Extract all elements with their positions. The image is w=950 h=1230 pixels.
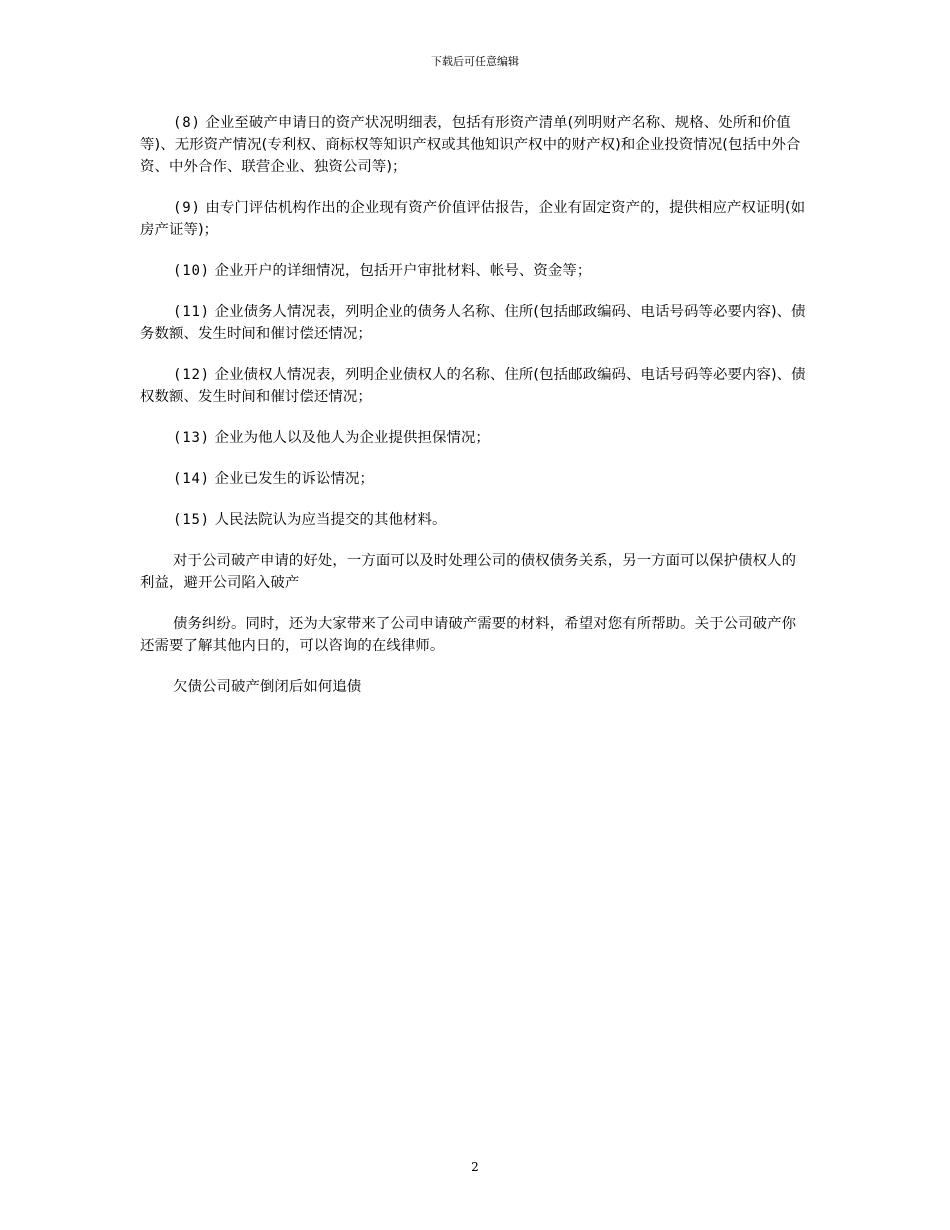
paragraph-item-13: [140, 427, 810, 449]
paragraph-text: 企业为他人以及他人为企业提供担保情况；: [209, 430, 490, 446]
item-number: (9): [173, 200, 201, 216]
paragraph-summary-2: [140, 613, 810, 657]
item-number: (12): [173, 367, 210, 383]
paragraph-closing-title: [140, 676, 810, 698]
paragraph-text: 债务纠纷。同时，还为大家带来了公司申请破产需要的材料，希望对您有所帮助。关于公司破产你还需要了解其他内日的，可以咨询的在线律师。: [140, 616, 797, 654]
paragraph-item-8: [140, 112, 810, 178]
paragraph-item-11: [140, 301, 810, 345]
paragraph-item-14: [140, 468, 810, 490]
paragraph-text: 企业债务人情况表，列明企业的债务人名称、住所(包括邮政编码、电话号码等必要内容)、债务数额、发生时间和催讨偿还情况；: [140, 304, 806, 342]
document-body: [140, 112, 810, 717]
paragraph-item-12: [140, 364, 810, 408]
paragraph-text: 企业债权人情况表，列明企业债权人的名称、住所(包括邮政编码、电话号码等必要内容)、债权数额、发生时间和催讨偿还情况；: [140, 367, 806, 405]
item-number: (15): [173, 512, 210, 528]
paragraph-summary-1: [140, 550, 810, 594]
item-number: (10): [173, 263, 210, 279]
paragraph-text: 对于公司破产申请的好处，一方面可以及时处理公司的债权债务关系，另一方面可以保护债权人的利益，避开公司陷入破产: [140, 553, 797, 591]
paragraph-item-15: [140, 509, 810, 531]
paragraph-text: 欠债公司破产倒闭后如何追债: [173, 679, 362, 695]
paragraph-text: 企业已发生的诉讼情况；: [209, 471, 374, 487]
page-number: 2: [471, 1160, 479, 1174]
paragraph-item-9: [140, 197, 810, 241]
paragraph-text: 企业至破产申请日的资产状况明细表，包括有形资产清单(列明财产名称、规格、处所和价值等)、无形资产情况(专利权、商标权等知识产权或其他知识产权中的财产权)和企业投资情况(包括中外合资、中外合作、联营企业、独资公司等)；: [140, 115, 801, 175]
paragraph-text: 由专门评估机构作出的企业现有资产价值评估报告，企业有固定资产的，提供相应产权证明(如房产证等)；: [140, 200, 806, 238]
item-number: (11): [173, 304, 210, 320]
item-number: (8): [173, 115, 201, 131]
item-number: (13): [173, 430, 210, 446]
paragraph-text: 人民法院认为应当提交的其他材料。: [209, 512, 447, 528]
paragraph-item-10: [140, 260, 810, 282]
page-header: 下载后可任意编辑: [431, 55, 519, 68]
item-number: (14): [173, 471, 210, 487]
paragraph-text: 企业开户的详细情况，包括开户审批材料、帐号、资金等；: [209, 263, 592, 279]
